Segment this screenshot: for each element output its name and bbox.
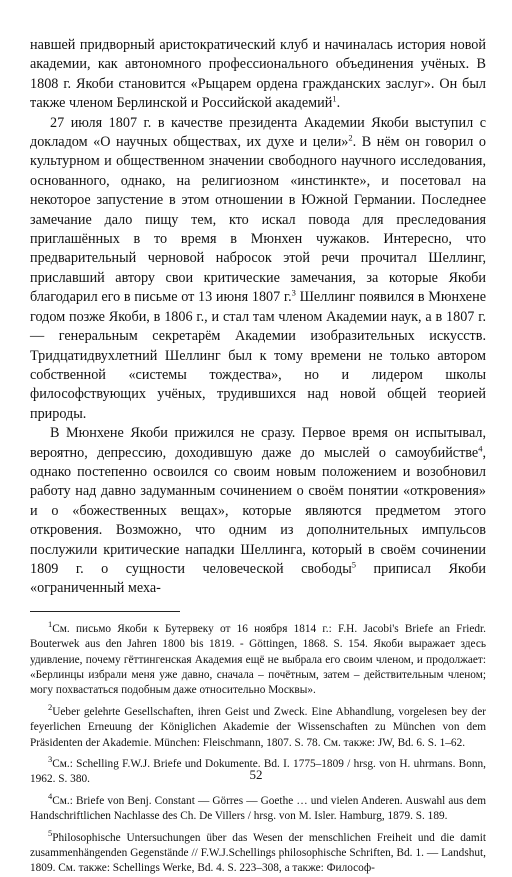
- footnote-5: [30, 827, 486, 877]
- footnote-1-number: 1: [48, 619, 53, 630]
- paragraph-3: [30, 424, 486, 599]
- footnote-3-number: 3: [48, 754, 53, 765]
- footnote-5-number: 5: [48, 827, 53, 838]
- footnote-1-text: См. письмо Якоби к Бутервеку от 16 ноября 1814 г.: F.H. Jacobi's Briefe an Friedr. Bouterwek aus den Jahren 1800 bis 1819. - Göttingen, 1868. S. 154. Якоби выражает здесь удивление, почему гёттингенская Академия ещё не выбрала его своим членом, и продолжает: «Берлинцы избрали меня уже давно, сначала – почётным, затем – действительным членом; могу похвастаться подобным даже относительно Москвы».: [30, 622, 486, 697]
- paragraph-3-text-a: В Мюнхене Якоби прижился не сразу. Первое время он испытывал, вероятно, депрессию, доходившую даже до мыслей о самоубийстве: [30, 425, 486, 461]
- footnote-separator: [30, 611, 180, 612]
- main-text: [30, 36, 486, 599]
- footnote-4-text: См.: Briefe von Benj. Constant — Görres — Goethe … und vielen Anderen. Auswahl aus dem Handschriftlichen Nachlasse des Ch. De Villers / hrsg. von M. Isler. Hamburg, 1879. S. 189.: [30, 794, 486, 823]
- page-content: [30, 36, 486, 877]
- footnote-ref-2: 2: [348, 132, 353, 143]
- footnotes: [30, 619, 486, 877]
- footnote-ref-3: 3: [291, 287, 296, 298]
- footnote-2: [30, 702, 486, 751]
- footnote-3-text: См.: Schelling F.W.J. Briefe und Dokumente. Bd. I. 1775–1809 / hrsg. von H. uhrmans. Bonn, 1962. S. 380.: [30, 758, 486, 786]
- paragraph-1: навшей придворный аристократический клуб и начиналась история новой академии, как автономного профессионального объединения учёных. В 1808 г. Якоби становится «Рыцарем ордена гражданских заслуг». Он был также членом Берлинской и Российской академий$^1$.: [30, 37, 486, 112]
- page-number: 52: [249, 767, 263, 782]
- footnote-ref-4: 4: [478, 442, 483, 453]
- footnote-ref-1: 1: [332, 93, 337, 104]
- paragraph-3-text-c: приписал Якоби «ограниченный меха-: [30, 560, 486, 597]
- footnote-2-number: 2: [48, 702, 53, 713]
- paragraph-1-text: навшей придворный аристократический клуб и начиналась история новой академии, как автономного профессионального объединения учёных. В 1808 г. Якоби становится «Рыцарем ордена гражданских заслуг». Он был также членом Берлинской и Российской академий: [30, 37, 486, 112]
- footnote-2-text: Ueber gelehrte Gesellschaften, ihren Geist und Zweck. Eine Abhandlung, vorgelesen bey der feyerlichen Erneuung der Königlichen Akademie der Wissenschaften zu München von dem Präsidenten der Akademie. München: Fleischmann, 1807. S. 78. См. также: JW, Bd. 6. S. 1–62.: [30, 705, 486, 749]
- footnote-1: [30, 619, 486, 699]
- paragraph-2-text-b: . В нём он говорил о культурном и общественном значении свободного научного исследования, основанного, однако, на религиозном «инстинкте», и посетовал на некоторое запустение в этом отношении в Южной Германии. Последнее замечание дало пищу тем, кто искал повода для преследования приглашённых в то время в Мюнхен чужаков. Интересно, что предварительный черновой набросок этой речи прочитал Шеллинг, приславший автору свои критические замечания, за которые Якоби благодарил его в письме от 13 июня 1807 г.: [30, 134, 486, 306]
- footnote-ref-5: 5: [351, 559, 357, 570]
- footnote-4-number: 4: [48, 791, 53, 802]
- paragraph-2-text-c: Шеллинг появился в Мюнхене годом позже Якоби, в 1806 г., и стал там членом Академии наук, а в 1807 г. — генеральным секретарём Академии изобразительных искусств. Тридцатидвухлетний Шеллинг был к тому времени не только автором собственной «системы тождества», но и лидером школы философствующих учёных, трудившихся над новой общей теорией природы.: [30, 289, 486, 422]
- paragraph-3-text-b: , однако постепенно освоился со своим новым положением и возобновил работу над давно задуманным сочинением о своём понятии «откровения» и о «божественных вещах», которые являются предметом этого откровения. Возможно, что одним из дополнительных импульсов послужили критические нападки Шеллинга, который в своём сочинении 1809 г. о сущности человеческой свободы: [30, 444, 486, 577]
- paragraph-2: [30, 114, 486, 425]
- paragraph-2-text-a: 27 июля 1807 г. в качестве президента Академии Якоби выступил с докладом «О научных обществах, их духе и цели»: [30, 114, 486, 151]
- footnote-4: [30, 791, 486, 825]
- footnote-5-text: Philosophische Untersuchungen über das Wesen der menschlichen Freiheit und die damit zusammenhängenden Gegenstände // F.W.J.Schellings philosophische Schriften, Bd. 1. — Landshut, 1809. См. также: Schellings Werke, Bd. 4. S. 223–308, а также: Философ-: [30, 831, 486, 875]
